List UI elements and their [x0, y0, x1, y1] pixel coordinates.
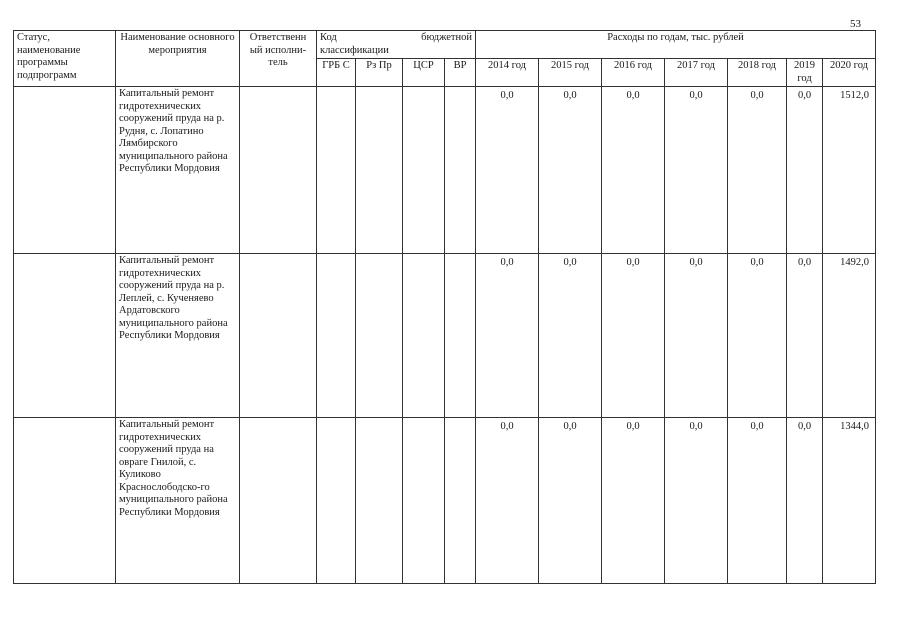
code-grbs-cell — [317, 254, 356, 418]
value-2014: 0,0 — [476, 254, 539, 418]
header-name: Наименование основного мероприятия — [116, 31, 240, 87]
code-rzpr-cell — [356, 418, 403, 584]
table-row — [14, 418, 876, 584]
page-number: 53 — [850, 18, 861, 30]
code-vr-cell — [445, 254, 476, 418]
status-cell — [14, 254, 116, 418]
value-2016: 0,0 — [602, 254, 665, 418]
code-grbs-cell — [317, 87, 356, 254]
value-2014: 0,0 — [476, 87, 539, 254]
code-rzpr-cell — [356, 254, 403, 418]
header-budget-code — [317, 31, 476, 59]
code-grbs-cell — [317, 418, 356, 584]
value-2015: 0,0 — [539, 87, 602, 254]
header-code-grbs: ГРБ С — [317, 59, 356, 87]
code-csr-cell — [403, 254, 445, 418]
value-2019: 0,0 — [787, 87, 823, 254]
header-row-1 — [14, 31, 876, 59]
value-2020: 1492,0 — [823, 254, 876, 418]
code-vr-cell — [445, 418, 476, 584]
value-2015: 0,0 — [539, 254, 602, 418]
value-2018: 0,0 — [728, 418, 787, 584]
value-2020: 1344,0 — [823, 418, 876, 584]
header-year-2016: 2016 год — [602, 59, 665, 87]
code-csr-cell — [403, 418, 445, 584]
header-year-2018: 2018 год — [728, 59, 787, 87]
header-code-rzpr: Рз Пр — [356, 59, 403, 87]
header-status: Статус, наименование программы подпрограмм — [14, 31, 116, 87]
value-2015: 0,0 — [539, 418, 602, 584]
header-responsible: Ответственн ый исполни-тель — [240, 31, 317, 87]
header-year-2017: 2017 год — [665, 59, 728, 87]
header-code-word-1: Код — [320, 32, 337, 43]
header-year-2014: 2014 год — [476, 59, 539, 87]
value-2017: 0,0 — [665, 254, 728, 418]
value-2020: 1512,0 — [823, 87, 876, 254]
value-2019: 0,0 — [787, 418, 823, 584]
activity-name: Капитальный ремонт гидротехнических сооружений пруда на р. Леплей, с. Кученяево Ардатовского муниципального района Республики Мордовия — [116, 254, 240, 418]
value-2017: 0,0 — [665, 87, 728, 254]
header-year-2019: 2019 год — [787, 59, 823, 87]
header-year-2020: 2020 год — [823, 59, 876, 87]
header-code-word-2: бюджетной — [421, 32, 473, 43]
code-csr-cell — [403, 87, 445, 254]
activity-name: Капитальный ремонт гидротехнических сооружений пруда на овраге Гнилой, с. Куликово Краснослободско-го муниципального района Республики Мордовия — [116, 418, 240, 584]
status-cell — [14, 418, 116, 584]
value-2017: 0,0 — [665, 418, 728, 584]
header-code-csr: ЦСР — [403, 59, 445, 87]
responsible-cell — [240, 87, 317, 254]
status-cell — [14, 87, 116, 254]
responsible-cell — [240, 418, 317, 584]
activity-name: Капитальный ремонт гидротехнических сооружений пруда на р. Рудня, с. Лопатино Лямбирского муниципального района Республики Мордовия — [116, 87, 240, 254]
header-expenses: Расходы по годам, тыс. рублей — [476, 31, 876, 59]
value-2016: 0,0 — [602, 87, 665, 254]
header-year-2015: 2015 год — [539, 59, 602, 87]
code-vr-cell — [445, 87, 476, 254]
expenses-table — [13, 30, 876, 584]
value-2016: 0,0 — [602, 418, 665, 584]
table-row — [14, 87, 876, 254]
value-2014: 0,0 — [476, 418, 539, 584]
value-2019: 0,0 — [787, 254, 823, 418]
header-code-word-3: классификации — [320, 44, 389, 56]
header-code-vr: ВР — [445, 59, 476, 87]
table-row — [14, 254, 876, 418]
value-2018: 0,0 — [728, 87, 787, 254]
code-rzpr-cell — [356, 87, 403, 254]
responsible-cell — [240, 254, 317, 418]
value-2018: 0,0 — [728, 254, 787, 418]
